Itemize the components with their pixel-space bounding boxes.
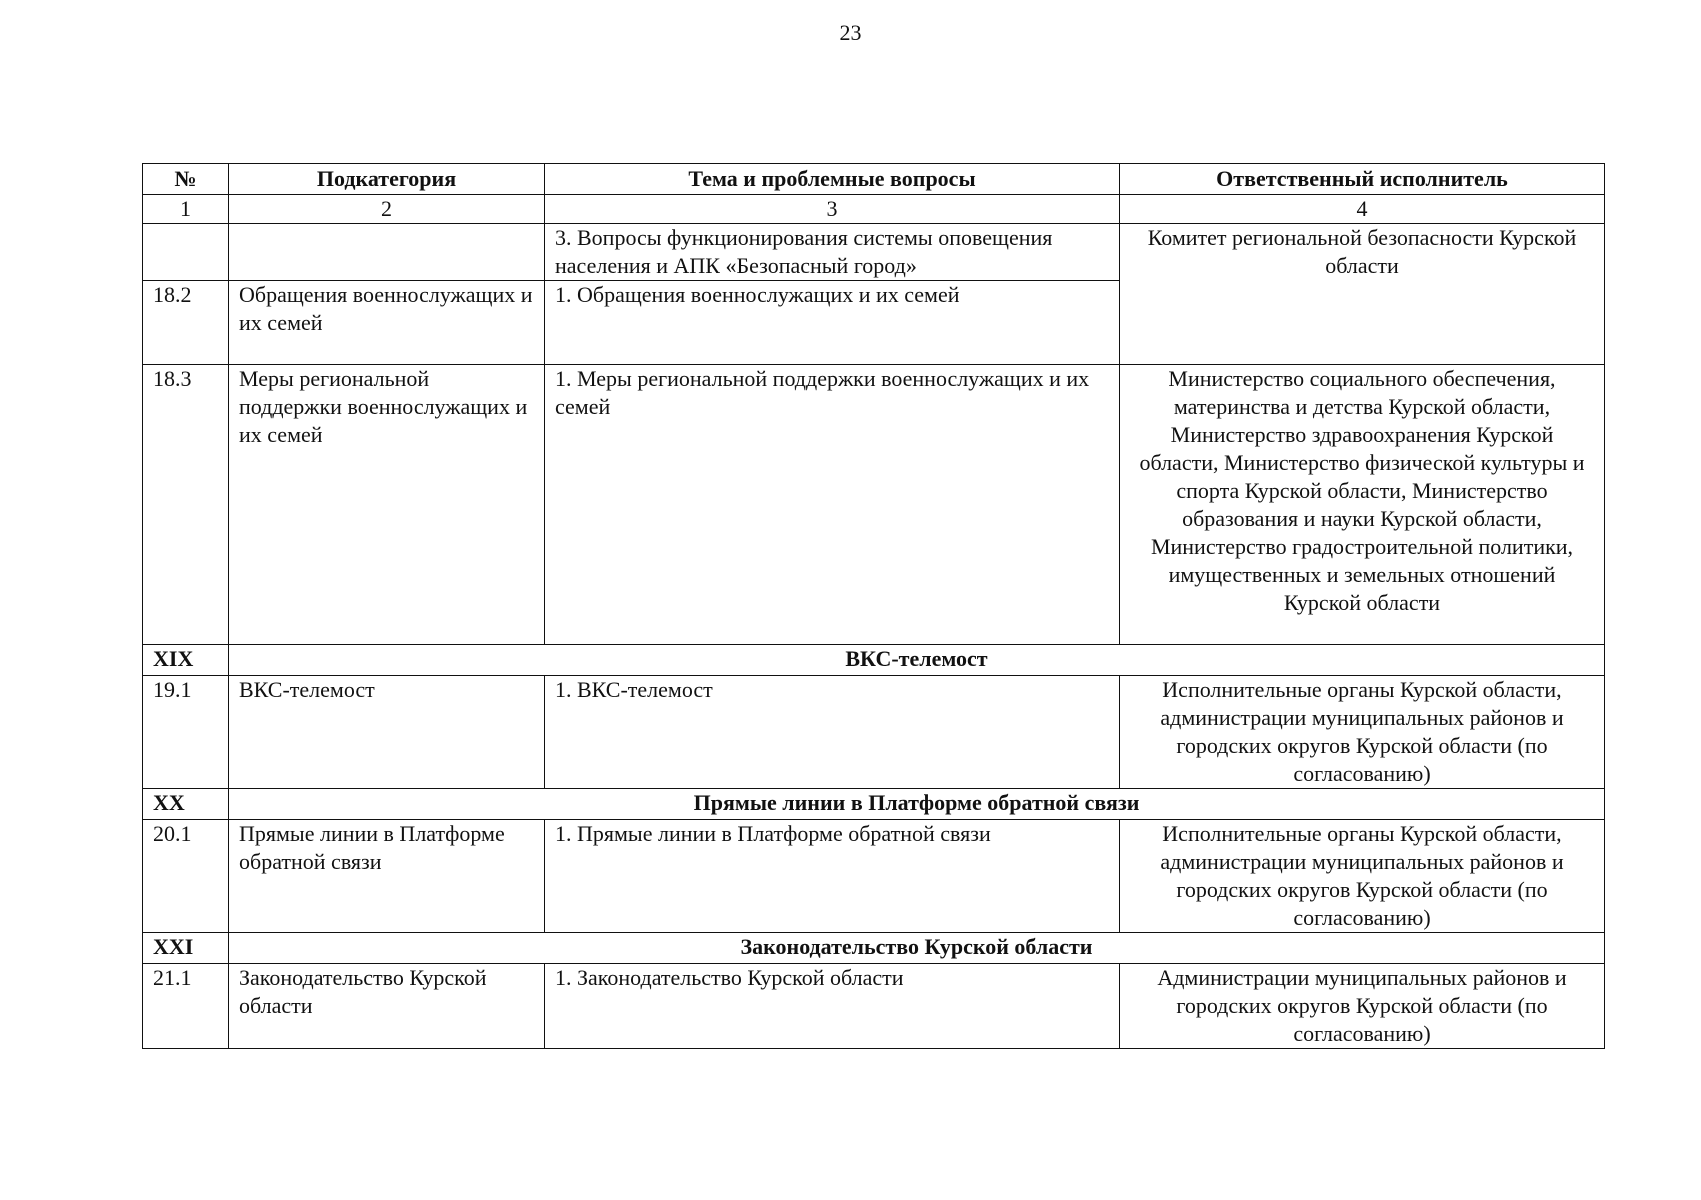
row-subcategory: ВКС-телемост [229, 676, 545, 789]
section-number: XX [143, 789, 229, 820]
section-row [143, 933, 1605, 964]
plan-table [142, 163, 1605, 1049]
table-row [143, 224, 1605, 281]
row-topic: 1. ВКС-телемост [545, 676, 1120, 789]
page-number: 23 [839, 20, 862, 45]
header-executor: Ответственный исполнитель [1120, 164, 1605, 195]
row-number: 19.1 [143, 676, 229, 789]
table-row [143, 964, 1605, 1049]
row-number: 20.1 [143, 820, 229, 933]
row-executor: Исполнительные органы Курской области, администрации муниципальных районов и городских округов Курской области (по согласованию) [1120, 820, 1605, 933]
section-row [143, 789, 1605, 820]
column-number: 1 [143, 195, 229, 224]
column-number: 2 [229, 195, 545, 224]
row-subcategory: Прямые линии в Платформе обратной связи [229, 820, 545, 933]
row-number: 18.2 [143, 281, 229, 365]
row-topic: 1. Законодательство Курской области [545, 964, 1120, 1049]
section-number: XIX [143, 645, 229, 676]
row-subcategory: Законодательство Курской области [229, 964, 545, 1049]
header-number: № [143, 164, 229, 195]
column-number: 3 [545, 195, 1120, 224]
column-number-row [143, 195, 1605, 224]
section-title: Законодательство Курской области [229, 933, 1605, 964]
row-number [143, 224, 229, 281]
row-topic: 1. Прямые линии в Платформе обратной связи [545, 820, 1120, 933]
table-row [143, 365, 1605, 645]
table-row [143, 820, 1605, 933]
row-number: 21.1 [143, 964, 229, 1049]
row-number: 18.3 [143, 365, 229, 645]
header-subcategory: Подкатегория [229, 164, 545, 195]
row-executor: Комитет региональной безопасности Курской области [1120, 224, 1605, 365]
row-topic: 1. Обращения военнослужащих и их семей [545, 281, 1120, 365]
row-subcategory [229, 224, 545, 281]
header-topic: Тема и проблемные вопросы [545, 164, 1120, 195]
row-subcategory: Меры региональной поддержки военнослужащих и их семей [229, 365, 545, 645]
header-row [143, 164, 1605, 195]
row-topic: 3. Вопросы функционирования системы оповещения населения и АПК «Безопасный город» [545, 224, 1120, 281]
column-number: 4 [1120, 195, 1605, 224]
section-title: ВКС-телемост [229, 645, 1605, 676]
section-title: Прямые линии в Платформе обратной связи [229, 789, 1605, 820]
section-number: XXI [143, 933, 229, 964]
row-subcategory: Обращения военнослужащих и их семей [229, 281, 545, 365]
row-topic: 1. Меры региональной поддержки военнослужащих и их семей [545, 365, 1120, 645]
section-row [143, 645, 1605, 676]
table-row [143, 676, 1605, 789]
row-executor: Министерство социального обеспечения, материнства и детства Курской области, Министерство здравоохранения Курской области, Министерство физической культуры и спорта Курской области, Министерство образования и науки Курской области, Министерство градостроительной политики, имущественных и земельных отношений Курской области [1120, 365, 1605, 645]
row-executor: Исполнительные органы Курской области, администрации муниципальных районов и городских округов Курской области (по согласованию) [1120, 676, 1605, 789]
row-executor: Администрации муниципальных районов и городских округов Курской области (по согласованию) [1120, 964, 1605, 1049]
